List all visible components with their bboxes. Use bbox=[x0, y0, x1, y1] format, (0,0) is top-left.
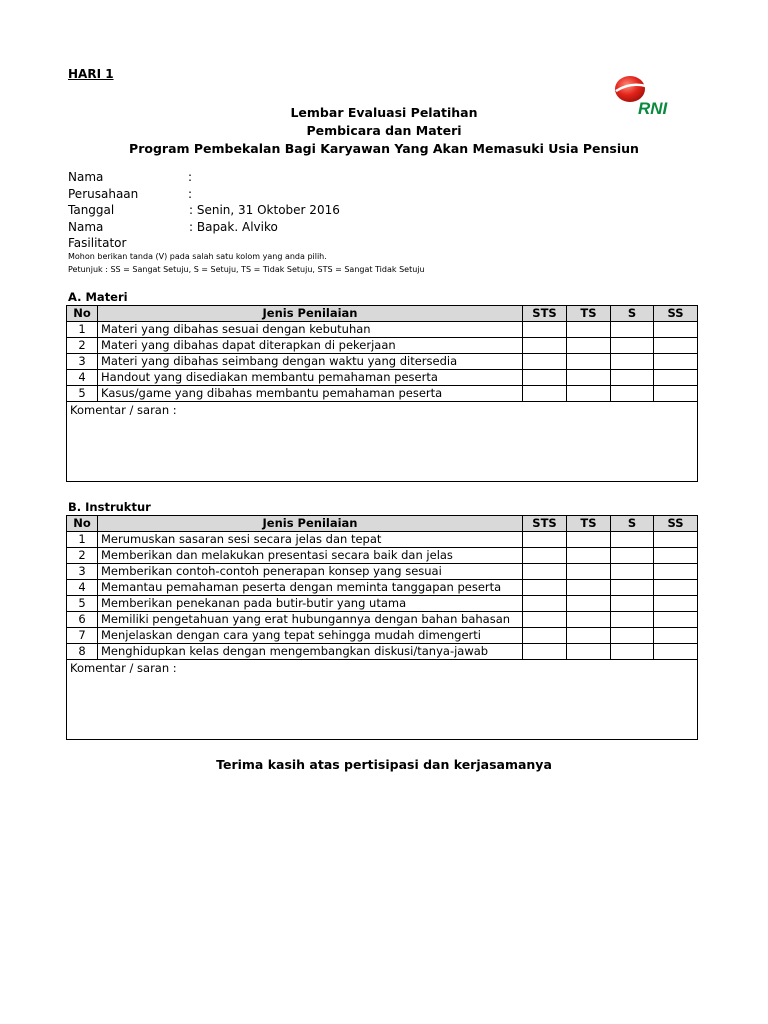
rating-cell-ss[interactable] bbox=[654, 386, 698, 402]
rating-cell-s[interactable] bbox=[611, 322, 654, 338]
col-s: S bbox=[611, 306, 654, 322]
table-row bbox=[67, 580, 698, 596]
tanggal-label: Tanggal bbox=[68, 203, 115, 217]
col-ss: SS bbox=[654, 516, 698, 532]
rating-cell-ts[interactable] bbox=[567, 580, 611, 596]
rating-cell-sts[interactable] bbox=[523, 322, 567, 338]
table-row bbox=[67, 532, 698, 548]
day-label: HARI 1 bbox=[68, 67, 114, 81]
rating-cell-sts[interactable] bbox=[523, 338, 567, 354]
document-titles bbox=[0, 104, 768, 158]
col-sts: STS bbox=[523, 516, 567, 532]
title-line-2: Pembicara dan Materi bbox=[306, 123, 462, 138]
rating-cell-ts[interactable] bbox=[567, 644, 611, 660]
rating-cell-sts[interactable] bbox=[523, 612, 567, 628]
nama-value[interactable]: : bbox=[188, 170, 193, 184]
rating-cell-s[interactable] bbox=[611, 370, 654, 386]
rating-cell-sts[interactable] bbox=[523, 354, 567, 370]
title-line-1: Lembar Evaluasi Pelatihan bbox=[290, 105, 478, 120]
rating-cell-sts[interactable] bbox=[523, 532, 567, 548]
instruction-line-1: Mohon berikan tanda (V) pada salah satu kolom yang anda pilih. bbox=[68, 252, 327, 261]
table-row bbox=[67, 322, 698, 338]
rating-cell-ss[interactable] bbox=[654, 354, 698, 370]
rating-cell-sts[interactable] bbox=[523, 580, 567, 596]
section-b-title: B. Instruktur bbox=[68, 500, 151, 514]
title-line-3: Program Pembekalan Bagi Karyawan Yang Akan Memasuki Usia Pensiun bbox=[129, 141, 639, 156]
row-number: 2 bbox=[67, 338, 98, 354]
rating-cell-sts[interactable] bbox=[523, 386, 567, 402]
fasilitator-value: : Bapak. Alviko bbox=[189, 219, 278, 234]
comment-label: Komentar / saran : bbox=[70, 661, 177, 675]
row-criteria: Memantau pemahaman peserta dengan meminta tanggapan peserta bbox=[98, 580, 523, 596]
row-criteria: Materi yang dibahas seimbang dengan waktu yang ditersedia bbox=[98, 354, 523, 370]
rating-cell-sts[interactable] bbox=[523, 370, 567, 386]
instruction-line-2: Petunjuk : SS = Sangat Setuju, S = Setuju, TS = Tidak Setuju, STS = Sangat Tidak Setuju bbox=[68, 265, 425, 274]
col-sts: STS bbox=[523, 306, 567, 322]
rating-cell-ts[interactable] bbox=[567, 386, 611, 402]
fasilitator-label: Nama Fasilitator bbox=[68, 219, 127, 250]
thank-you-note: Terima kasih atas pertisipasi dan kerjasamanya bbox=[216, 757, 552, 772]
col-jenis: Jenis Penilaian bbox=[98, 306, 523, 322]
rating-cell-ts[interactable] bbox=[567, 564, 611, 580]
table-row bbox=[67, 386, 698, 402]
rating-cell-s[interactable] bbox=[611, 644, 654, 660]
table-row bbox=[67, 548, 698, 564]
col-no: No bbox=[67, 306, 98, 322]
table-header-row bbox=[67, 306, 698, 322]
row-number: 1 bbox=[67, 532, 98, 548]
rating-cell-ss[interactable] bbox=[654, 532, 698, 548]
rating-cell-ss[interactable] bbox=[654, 628, 698, 644]
rating-cell-sts[interactable] bbox=[523, 564, 567, 580]
table-row bbox=[67, 628, 698, 644]
row-criteria: Merumuskan sasaran sesi secara jelas dan tepat bbox=[98, 532, 523, 548]
section-a-rows bbox=[67, 322, 698, 402]
tanggal-value: : Senin, 31 Oktober 2016 bbox=[189, 203, 340, 217]
rating-cell-ts[interactable] bbox=[567, 612, 611, 628]
table-row bbox=[67, 596, 698, 612]
row-criteria: Memberikan penekanan pada butir-butir yang utama bbox=[98, 596, 523, 612]
row-number: 4 bbox=[67, 370, 98, 386]
rating-cell-ts[interactable] bbox=[567, 322, 611, 338]
row-criteria: Menjelaskan dengan cara yang tepat sehingga mudah dimengerti bbox=[98, 628, 523, 644]
rating-cell-s[interactable] bbox=[611, 580, 654, 596]
col-s: S bbox=[611, 516, 654, 532]
col-jenis: Jenis Penilaian bbox=[98, 516, 523, 532]
row-criteria: Memberikan contoh-contoh penerapan konsep yang sesuai bbox=[98, 564, 523, 580]
row-criteria: Materi yang dibahas sesuai dengan kebutuhan bbox=[98, 322, 523, 338]
rating-cell-ts[interactable] bbox=[567, 354, 611, 370]
rating-cell-ss[interactable] bbox=[654, 596, 698, 612]
comment-row bbox=[67, 402, 698, 482]
comment-row bbox=[67, 660, 698, 740]
instructions bbox=[68, 250, 425, 276]
row-number: 4 bbox=[67, 580, 98, 596]
rating-cell-ss[interactable] bbox=[654, 644, 698, 660]
rating-cell-sts[interactable] bbox=[523, 628, 567, 644]
row-criteria: Menghidupkan kelas dengan mengembangkan diskusi/tanya-jawab bbox=[98, 644, 523, 660]
table-row bbox=[67, 644, 698, 660]
row-number: 8 bbox=[67, 644, 98, 660]
rating-cell-ts[interactable] bbox=[567, 548, 611, 564]
table-row bbox=[67, 612, 698, 628]
col-ts: TS bbox=[567, 516, 611, 532]
rating-cell-ss[interactable] bbox=[654, 370, 698, 386]
row-criteria: Memiliki pengetahuan yang erat hubungannya dengan bahan bahasan bbox=[98, 612, 523, 628]
rating-cell-s[interactable] bbox=[611, 548, 654, 564]
rating-cell-ss[interactable] bbox=[654, 338, 698, 354]
rating-cell-s[interactable] bbox=[611, 354, 654, 370]
row-number: 6 bbox=[67, 612, 98, 628]
section-a-table bbox=[66, 305, 698, 482]
rating-cell-ts[interactable] bbox=[567, 628, 611, 644]
col-ts: TS bbox=[567, 306, 611, 322]
col-ss: SS bbox=[654, 306, 698, 322]
row-criteria: Kasus/game yang dibahas membantu pemahaman peserta bbox=[98, 386, 523, 402]
rating-cell-s[interactable] bbox=[611, 386, 654, 402]
rating-cell-s[interactable] bbox=[611, 564, 654, 580]
rating-cell-ts[interactable] bbox=[567, 338, 611, 354]
rating-cell-ss[interactable] bbox=[654, 580, 698, 596]
row-number: 5 bbox=[67, 596, 98, 612]
rating-cell-ss[interactable] bbox=[654, 548, 698, 564]
row-criteria: Materi yang dibahas dapat diterapkan di pekerjaan bbox=[98, 338, 523, 354]
comment-box[interactable] bbox=[67, 402, 698, 482]
table-header-row bbox=[67, 516, 698, 532]
row-number: 5 bbox=[67, 386, 98, 402]
rating-cell-s[interactable] bbox=[611, 612, 654, 628]
rating-cell-sts[interactable] bbox=[523, 644, 567, 660]
rating-cell-s[interactable] bbox=[611, 596, 654, 612]
rating-cell-ss[interactable] bbox=[654, 612, 698, 628]
section-b-rows bbox=[67, 532, 698, 660]
rating-cell-ss[interactable] bbox=[654, 322, 698, 338]
row-number: 2 bbox=[67, 548, 98, 564]
rating-cell-sts[interactable] bbox=[523, 548, 567, 564]
rating-cell-s[interactable] bbox=[611, 338, 654, 354]
row-number: 1 bbox=[67, 322, 98, 338]
row-criteria: Memberikan dan melakukan presentasi secara baik dan jelas bbox=[98, 548, 523, 564]
table-row bbox=[67, 338, 698, 354]
row-number: 3 bbox=[67, 354, 98, 370]
rating-cell-ts[interactable] bbox=[567, 370, 611, 386]
section-a-title: A. Materi bbox=[68, 290, 128, 304]
nama-label: Nama bbox=[68, 170, 104, 184]
rating-cell-ss[interactable] bbox=[654, 564, 698, 580]
row-criteria: Handout yang disediakan membantu pemahaman peserta bbox=[98, 370, 523, 386]
table-row bbox=[67, 564, 698, 580]
section-b-table bbox=[66, 515, 698, 740]
table-row bbox=[67, 370, 698, 386]
col-no: No bbox=[67, 516, 98, 532]
row-number: 7 bbox=[67, 628, 98, 644]
comment-label: Komentar / saran : bbox=[70, 403, 177, 417]
rating-cell-s[interactable] bbox=[611, 532, 654, 548]
rating-cell-ts[interactable] bbox=[567, 596, 611, 612]
rating-cell-sts[interactable] bbox=[523, 596, 567, 612]
rating-cell-ts[interactable] bbox=[567, 532, 611, 548]
table-row bbox=[67, 354, 698, 370]
logo-text: RNI bbox=[638, 99, 668, 118]
comment-box[interactable] bbox=[67, 660, 698, 740]
rating-cell-s[interactable] bbox=[611, 628, 654, 644]
perusahaan-label: Perusahaan bbox=[68, 186, 139, 201]
row-number: 3 bbox=[67, 564, 98, 580]
perusahaan-value[interactable]: : bbox=[188, 186, 193, 201]
